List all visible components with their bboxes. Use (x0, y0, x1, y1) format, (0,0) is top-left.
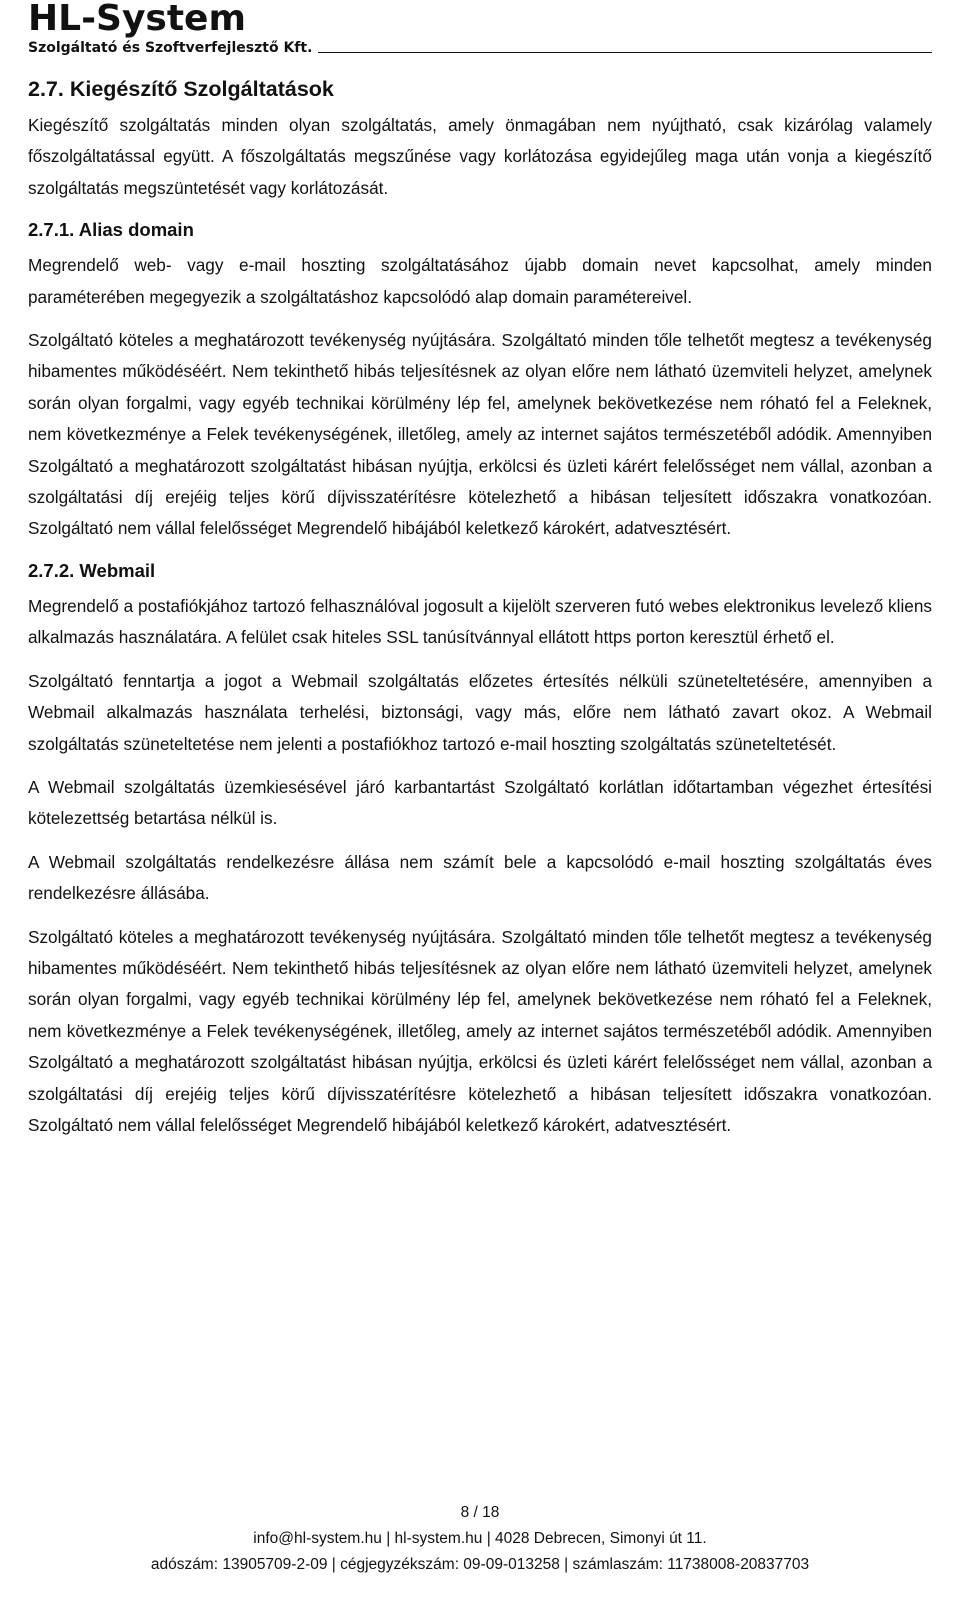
webmail-paragraph-1: Megrendelő a postafiókjához tartozó felhasználóval jogosult a kijelölt szerveren futó webes elektronikus levelező kliens alkalmazás használatára. A felület csak hiteles SSL tanúsítvánnyal ellátott https porton keresztül érhető el. (28, 595, 932, 648)
header-rule (318, 52, 932, 53)
footer-company-ids: adószám: 13905709-2-09 | cégjegyzékszám: 09-09-013258 | számlaszám: 11738008-20837703 (150, 1556, 810, 1573)
company-subtitle: Szolgáltató és Szoftverfejlesztő Kft. (28, 40, 313, 56)
page-number: 8 / 18 (460, 1504, 500, 1521)
footer-contact: info@hl-system.hu | hl-system.hu | 4028 Debrecen, Simonyi út 11. (253, 1530, 707, 1547)
company-logo-text: HL-System (28, 0, 246, 39)
section-title: 2.7. Kiegészítő Szolgáltatások (28, 77, 334, 101)
section-intro: Kiegészítő szolgáltatás minden olyan szolgáltatás, amely önmagában nem nyújtható, csak kizárólag valamely főszolgáltatással együtt. A főszolgáltatás megszűnése vagy korlátozása egyidejűleg maga után vonja a kiegészítő szolgáltatás megszüntetését vagy korlátozását. (28, 115, 932, 198)
alias-paragraph-2: Szolgáltató köteles a meghatározott tevékenység nyújtására. Szolgáltató minden tőle telhetőt megtesz a tevékenység hibamentes működéséért. Nem tekinthető hibás teljesítésnek az olyan előre nem látható üzemviteli helyzet, amelynek során olyan forgalmi, vagy egyéb technikai körülmény lép fel, amelynek bekövetkezése nem róható fel a Feleknek, nem következménye a Felek tevékenységének, illetőleg, amely az internet sajátos természetéből adódik. Amennyiben Szolgáltató a meghatározott szolgáltatást hibásan nyújtja, erkölcsi és üzleti kárért felelősséget nem vállal, azonban a szolgáltatási díj erejéig teljes körű díjvisszatérítésre kötelezhető a hibásan teljesített időszakra vonatkozóan. Szolgáltató nem vállal felelősséget Megrendelő hibájából keletkező károkért, adatvesztésért. (28, 330, 932, 539)
company-subtitle-row (28, 40, 932, 56)
page-header (28, 0, 932, 56)
webmail-paragraph-3: A Webmail szolgáltatás üzemkiesésével járó karbantartást Szolgáltató korlátlan időtartamban végezhet értesítési kötelezettség betartása nélkül is. (28, 776, 932, 829)
webmail-paragraph-4: A Webmail szolgáltatás rendelkezésre állása nem számít bele a kapcsolódó e-mail hoszting szolgáltatás éves rendelkezésre állásába. (28, 851, 932, 904)
webmail-paragraph-2: Szolgáltató fenntartja a jogot a Webmail szolgáltatás előzetes értesítés nélküli szüneteltetésére, amennyiben a Webmail alkalmazás használata terhelési, biztonsági, vagy más, előre nem látható zavart okoz. A Webmail szolgáltatás szüneteltetése nem jelenti a postafiókhoz tartozó e-mail hoszting szolgáltatás szüneteltetését. (28, 670, 932, 754)
page-footer (0, 1500, 960, 1578)
alias-paragraph-1: Megrendelő web- vagy e-mail hoszting szolgáltatásához újabb domain nevet kapcsolhat, amely minden paraméterében megegyezik a szolgáltatáshoz kapcsolódó alap domain paramétereivel. (28, 255, 932, 307)
webmail-title: 2.7.2. Webmail (28, 559, 156, 581)
webmail-paragraph-5: Szolgáltató köteles a meghatározott tevékenység nyújtására. Szolgáltató minden tőle telhetőt megtesz a tevékenység hibamentes működéséért. Nem tekinthető hibás teljesítésnek az olyan előre nem látható üzemviteli helyzet, amelynek során olyan forgalmi, vagy egyéb technikai körülmény lép fel, amelynek bekövetkezése nem róható fel a Feleknek, nem következménye a Felek tevékenységének, illetőleg, amely az internet sajátos természetéből adódik. Amennyiben Szolgáltató a meghatározott szolgáltatást hibásan nyújtja, erkölcsi és üzleti kárért felelősséget nem vállal, azonban a szolgáltatási díj erejéig teljes körű díjvisszatérítésre kötelezhető a hibásan teljesített időszakra vonatkozóan. Szolgáltató nem vállal felelősséget Megrendelő hibájából keletkező károkért, adatvesztésért. (28, 926, 932, 1135)
document-body (28, 76, 932, 1153)
alias-domain-title: 2.7.1. Alias domain (28, 219, 194, 241)
